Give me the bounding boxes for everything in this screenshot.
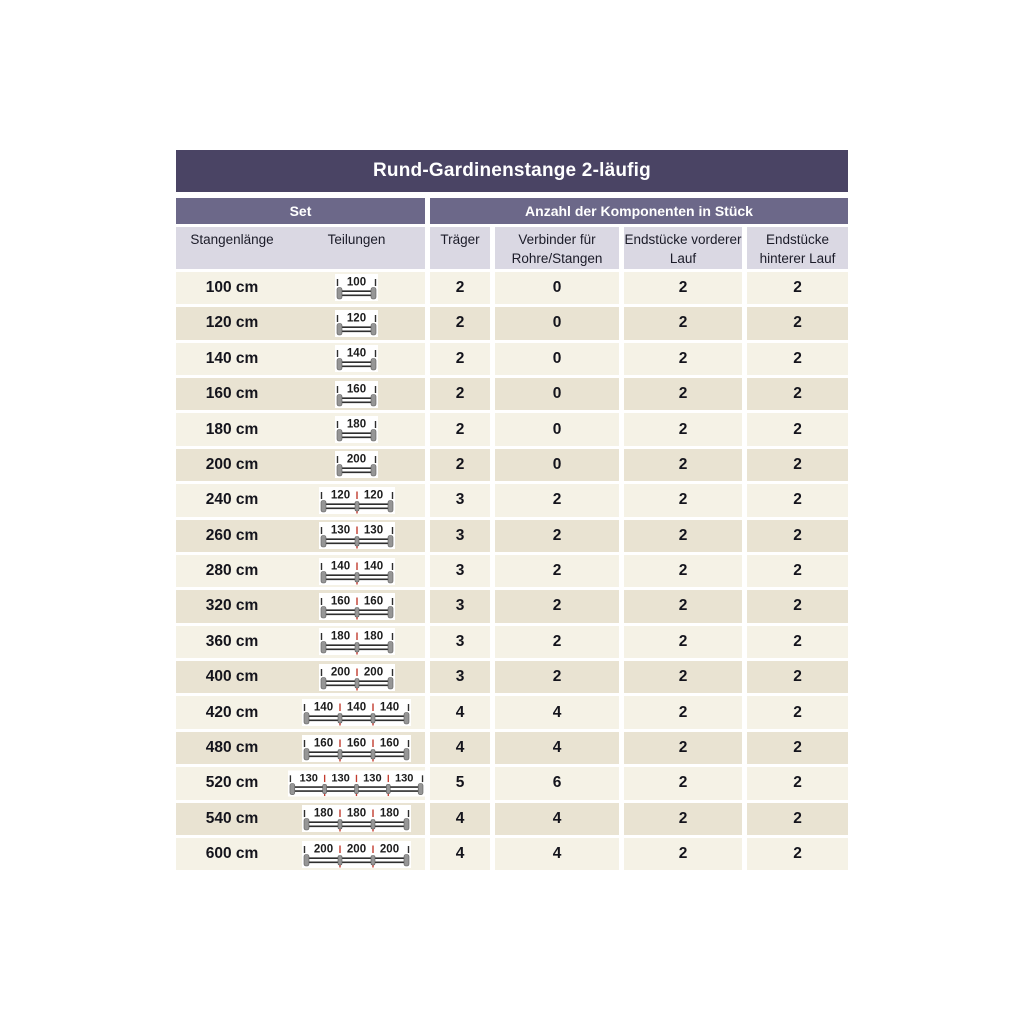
column-header-endstuecke-hinterer: Endstücke hinterer Lauf <box>747 227 848 269</box>
rod-segments-icon <box>288 484 425 516</box>
hinterer-value: 2 <box>747 732 848 764</box>
hinterer-value: 2 <box>747 307 848 339</box>
svg-text:130: 130 <box>395 772 414 785</box>
traeger-value: 2 <box>430 307 490 339</box>
stangenlaenge-value: 120 cm <box>205 314 259 332</box>
svg-text:130: 130 <box>330 524 350 537</box>
stangenlaenge-value: 280 cm <box>205 562 259 580</box>
verbinder-value: 0 <box>495 378 619 410</box>
rod-segments-icon <box>288 378 425 410</box>
table-row <box>176 803 848 835</box>
traeger-value: 3 <box>430 626 490 658</box>
column-header-set-block <box>176 227 425 269</box>
svg-text:180: 180 <box>313 807 334 820</box>
stangenlaenge-value: 480 cm <box>205 739 259 757</box>
set-cell <box>176 378 425 410</box>
stangenlaenge-value: 600 cm <box>205 845 259 863</box>
verbinder-value: 0 <box>495 449 619 481</box>
stangenlaenge-value: 360 cm <box>205 632 259 650</box>
rod-segments-icon <box>288 520 425 552</box>
table-row <box>176 413 848 445</box>
stangenlaenge-value: 100 cm <box>205 278 259 296</box>
hinterer-value: 2 <box>747 626 848 658</box>
vorderer-value: 2 <box>624 661 742 693</box>
stangenlaenge-value: 260 cm <box>205 526 259 544</box>
svg-text:120: 120 <box>346 312 367 325</box>
svg-text:200: 200 <box>379 843 400 856</box>
traeger-value: 3 <box>430 484 490 516</box>
rod-segments-icon <box>288 413 425 445</box>
verbinder-value: 4 <box>495 803 619 835</box>
svg-text:180: 180 <box>363 630 383 643</box>
stangenlaenge-value: 400 cm <box>205 668 259 686</box>
verbinder-value: 2 <box>495 555 619 587</box>
table-row <box>176 555 848 587</box>
set-cell <box>176 838 425 870</box>
svg-text:160: 160 <box>363 595 383 608</box>
table-row <box>176 520 848 552</box>
vorderer-value: 2 <box>624 413 742 445</box>
set-cell <box>176 732 425 764</box>
vorderer-value: 2 <box>624 555 742 587</box>
svg-text:180: 180 <box>346 807 367 820</box>
rod-segments-icon <box>288 555 425 587</box>
rod-segments-icon <box>288 272 425 304</box>
svg-text:200: 200 <box>346 843 367 856</box>
hinterer-value: 2 <box>747 803 848 835</box>
table-row <box>176 343 848 375</box>
traeger-value: 2 <box>430 378 490 410</box>
hinterer-value: 2 <box>747 343 848 375</box>
table-row <box>176 378 848 410</box>
rod-segments-icon <box>288 803 425 835</box>
vorderer-value: 2 <box>624 307 742 339</box>
rod-segments-icon <box>288 767 425 799</box>
svg-text:160: 160 <box>346 383 367 396</box>
hinterer-value: 2 <box>747 555 848 587</box>
table-row <box>176 767 848 799</box>
traeger-value: 2 <box>430 272 490 304</box>
svg-text:130: 130 <box>363 772 382 785</box>
svg-text:140: 140 <box>379 701 400 714</box>
vorderer-value: 2 <box>624 838 742 870</box>
vorderer-value: 2 <box>624 343 742 375</box>
svg-text:200: 200 <box>313 843 334 856</box>
rod-segments-icon <box>288 626 425 658</box>
verbinder-value: 2 <box>495 661 619 693</box>
stangenlaenge-value: 140 cm <box>205 349 259 367</box>
svg-text:200: 200 <box>363 666 383 679</box>
hinterer-value: 2 <box>747 413 848 445</box>
traeger-value: 5 <box>430 767 490 799</box>
stangenlaenge-value: 540 cm <box>205 809 259 827</box>
vorderer-value: 2 <box>624 272 742 304</box>
set-cell <box>176 696 425 728</box>
traeger-value: 2 <box>430 449 490 481</box>
vorderer-value: 2 <box>624 378 742 410</box>
hinterer-value: 2 <box>747 520 848 552</box>
rod-segments-icon <box>288 343 425 375</box>
set-cell <box>176 626 425 658</box>
column-header-traeger: Träger <box>430 227 490 269</box>
stangenlaenge-value: 520 cm <box>205 774 259 792</box>
table-row <box>176 449 848 481</box>
vorderer-value: 2 <box>624 767 742 799</box>
stangenlaenge-value: 420 cm <box>205 703 259 721</box>
set-cell <box>176 803 425 835</box>
set-cell <box>176 272 425 304</box>
vorderer-value: 2 <box>624 696 742 728</box>
traeger-value: 3 <box>430 555 490 587</box>
table-row <box>176 484 848 516</box>
table-body <box>176 272 848 871</box>
svg-text:140: 140 <box>363 560 383 573</box>
svg-text:200: 200 <box>346 453 367 466</box>
hinterer-value: 2 <box>747 838 848 870</box>
svg-text:160: 160 <box>346 737 367 750</box>
column-header-verbinder: Verbinder für Rohre/Stangen <box>495 227 619 269</box>
verbinder-value: 2 <box>495 590 619 622</box>
table-row <box>176 626 848 658</box>
traeger-value: 3 <box>430 590 490 622</box>
column-header-stangenlaenge: Stangenlänge <box>190 232 274 247</box>
traeger-value: 3 <box>430 520 490 552</box>
verbinder-value: 2 <box>495 484 619 516</box>
verbinder-value: 4 <box>495 732 619 764</box>
traeger-value: 4 <box>430 696 490 728</box>
vorderer-value: 2 <box>624 520 742 552</box>
rod-segments-icon <box>288 590 425 622</box>
stangenlaenge-value: 320 cm <box>205 597 259 615</box>
traeger-value: 3 <box>430 661 490 693</box>
svg-text:160: 160 <box>330 595 350 608</box>
svg-text:140: 140 <box>346 347 367 360</box>
hinterer-value: 2 <box>747 378 848 410</box>
verbinder-value: 6 <box>495 767 619 799</box>
set-cell <box>176 767 425 799</box>
group-header-set: Set <box>176 198 425 224</box>
table-row <box>176 590 848 622</box>
svg-text:130: 130 <box>299 772 319 785</box>
table-row <box>176 272 848 304</box>
set-cell <box>176 661 425 693</box>
set-cell <box>176 307 425 339</box>
svg-text:130: 130 <box>331 772 350 785</box>
svg-text:120: 120 <box>363 489 383 502</box>
vorderer-value: 2 <box>624 732 742 764</box>
svg-text:180: 180 <box>330 630 350 643</box>
set-cell <box>176 413 425 445</box>
column-header-teilungen: Teilungen <box>327 232 386 247</box>
stangenlaenge-value: 160 cm <box>205 385 259 403</box>
rod-segments-icon <box>288 661 425 693</box>
vorderer-value: 2 <box>624 803 742 835</box>
table-title: Rund-Gardinenstange 2-läufig <box>176 150 848 192</box>
verbinder-value: 4 <box>495 838 619 870</box>
table-row <box>176 307 848 339</box>
hinterer-value: 2 <box>747 767 848 799</box>
verbinder-value: 2 <box>495 626 619 658</box>
traeger-value: 2 <box>430 413 490 445</box>
svg-text:140: 140 <box>330 560 350 573</box>
hinterer-value: 2 <box>747 590 848 622</box>
vorderer-value: 2 <box>624 590 742 622</box>
rod-segments-icon <box>288 449 425 481</box>
stangenlaenge-value: 240 cm <box>205 491 259 509</box>
svg-text:140: 140 <box>346 701 367 714</box>
traeger-value: 4 <box>430 803 490 835</box>
svg-text:160: 160 <box>379 737 400 750</box>
traeger-value: 4 <box>430 838 490 870</box>
hinterer-value: 2 <box>747 484 848 516</box>
verbinder-value: 0 <box>495 343 619 375</box>
table-row <box>176 696 848 728</box>
set-cell <box>176 484 425 516</box>
svg-text:160: 160 <box>313 737 334 750</box>
stangenlaenge-value: 180 cm <box>205 420 259 438</box>
stangenlaenge-value: 200 cm <box>205 455 259 473</box>
verbinder-value: 4 <box>495 696 619 728</box>
vorderer-value: 2 <box>624 449 742 481</box>
svg-text:180: 180 <box>379 807 400 820</box>
group-header-components: Anzahl der Komponenten in Stück <box>430 198 848 224</box>
rod-segments-icon <box>288 838 425 870</box>
rod-segments-icon <box>288 696 425 728</box>
verbinder-value: 0 <box>495 413 619 445</box>
verbinder-value: 0 <box>495 272 619 304</box>
column-header-endstuecke-vorderer: Endstücke vorderer Lauf <box>624 227 742 269</box>
hinterer-value: 2 <box>747 696 848 728</box>
svg-text:120: 120 <box>330 489 350 502</box>
svg-text:140: 140 <box>313 701 334 714</box>
verbinder-value: 0 <box>495 307 619 339</box>
table-row <box>176 732 848 764</box>
vorderer-value: 2 <box>624 484 742 516</box>
hinterer-value: 2 <box>747 449 848 481</box>
group-header-row <box>176 198 848 224</box>
vorderer-value: 2 <box>624 626 742 658</box>
set-cell <box>176 343 425 375</box>
table-row <box>176 661 848 693</box>
product-spec-table <box>176 150 848 870</box>
svg-text:200: 200 <box>330 666 350 679</box>
svg-text:180: 180 <box>346 418 367 431</box>
verbinder-value: 2 <box>495 520 619 552</box>
rod-segments-icon <box>288 732 425 764</box>
hinterer-value: 2 <box>747 272 848 304</box>
rod-segments-icon <box>288 307 425 339</box>
svg-text:130: 130 <box>363 524 383 537</box>
hinterer-value: 2 <box>747 661 848 693</box>
column-header-row <box>176 227 848 269</box>
set-cell <box>176 555 425 587</box>
set-cell <box>176 520 425 552</box>
set-cell <box>176 449 425 481</box>
traeger-value: 4 <box>430 732 490 764</box>
traeger-value: 2 <box>430 343 490 375</box>
set-cell <box>176 590 425 622</box>
table-row <box>176 838 848 870</box>
svg-text:100: 100 <box>346 276 367 289</box>
